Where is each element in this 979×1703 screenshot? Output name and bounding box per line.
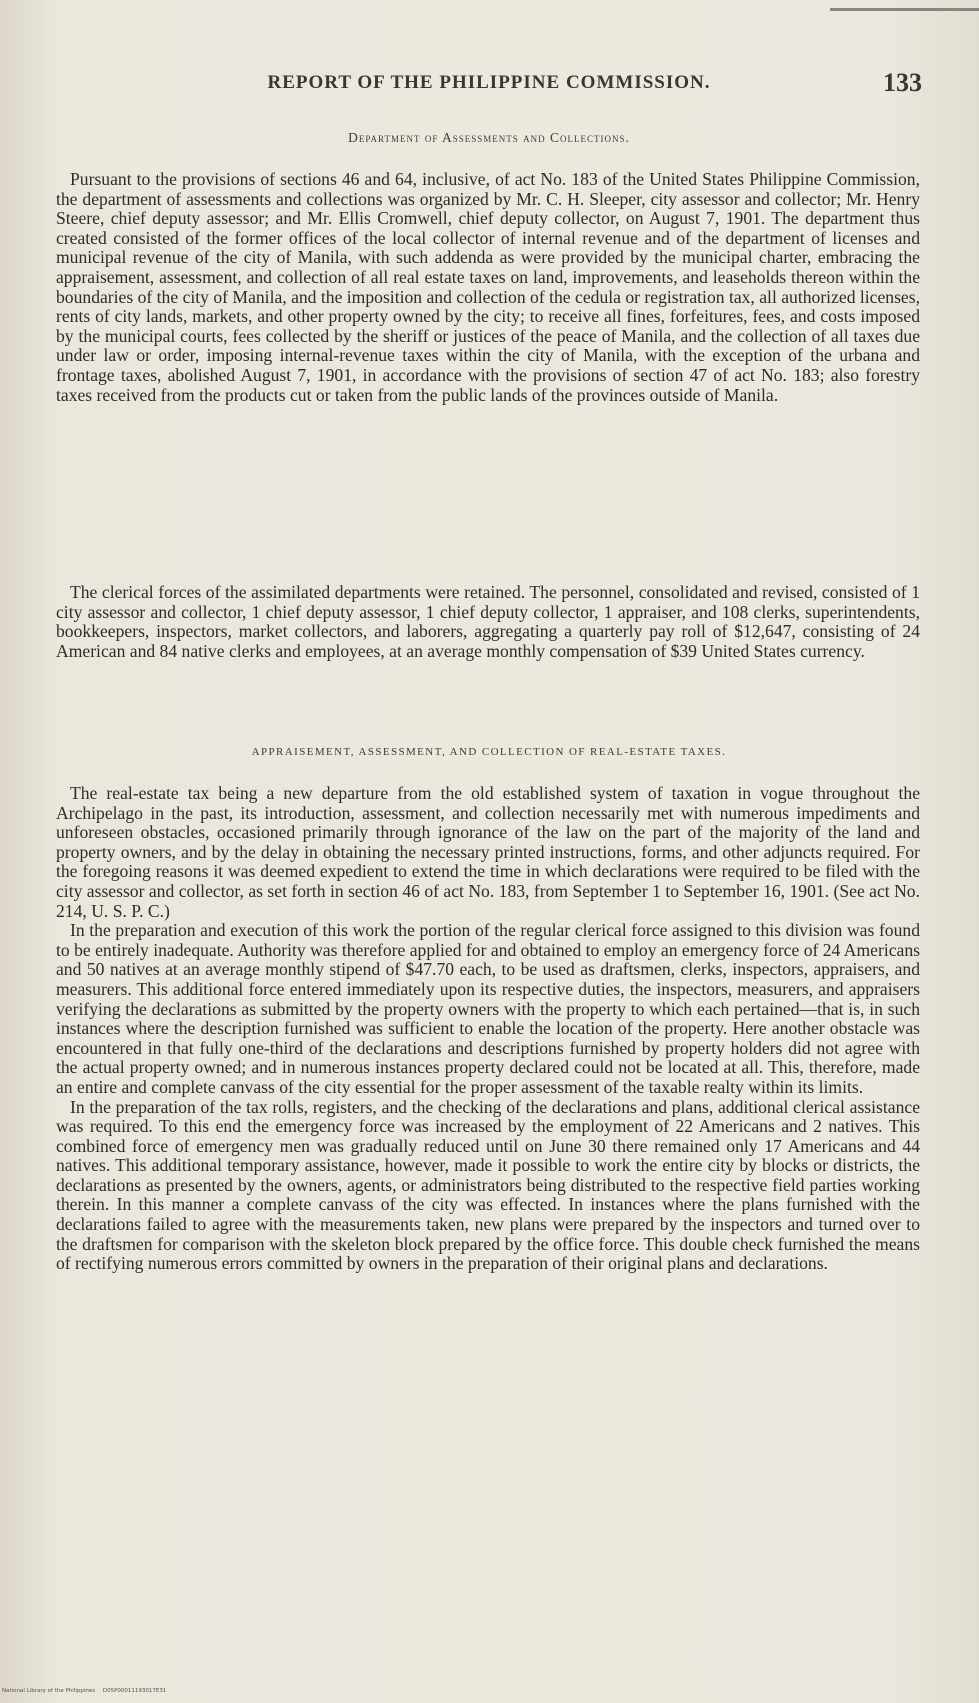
paragraph: In the preparation of the tax rolls, registers, and the checking of the declarations and plans, additional clerical assistance was required. To this end the emergency force was increased by the employment of 22 Americans and 2 natives. This combined force of emergency men was gradually reduced until on June 30 there remained only 17 Americans and 44 natives. This additional temporary assistance, however, made it possible to work the entire city by blocks or districts, the declarations as presented by the owners, agents, or administrators being distributed to the respective field parties working therein. In this manner a complete canvass of the city was effected. In instances where the plans furnished with the declarations failed to agree with the measurements taken, new plans were prepared by the inspectors and turned over to the draftsmen for comparison with the skeleton block prepared by the office force. This double check furnished the means of rectifying numerous errors committed by owners in the preparation of their original plans and declarations. — [56, 1096, 920, 1274]
body-paragraph-block — [56, 170, 920, 405]
page-number: 133 — [883, 68, 922, 97]
body-paragraph-block — [56, 784, 920, 1274]
top-edge-rule — [830, 8, 979, 11]
section-title: Department of Assessments and Collections. — [348, 130, 630, 145]
paragraph: The real-estate tax being a new departure from the old established system of taxation in vogue throughout the Archipelago in the past, its introduction, assessment, and collection necessarily met with numerous impediments and unforeseen obstacles, occasioned primarily through ignorance of the law on the part of the majority of the land and property owners, and by the delay in obtaining the necessary printed instructions, forms, and other adjuncts required. For the foregoing reasons it was deemed expedient to extend the time in which declarations were required to be filed with the city assessor and collector, as set forth in section 46 of act No. 183, from September 1 to September 16, 1901. (See act No. 214, U. S. P. C.) — [56, 783, 920, 921]
paragraph: The clerical forces of the assimilated departments were retained. The personnel, consolidated and revised, consisted of 1 city assessor and collector, 1 chief deputy assessor, 1 chief deputy collector, 1 appraiser, and 108 clerks, superintendents, bookkeepers, inspectors, market collectors, and laborers, aggregating a quarterly pay roll of $12,647, consisting of 24 American and 84 native clerks and employees, at an average monthly compensation of $39 United States currency. — [56, 582, 920, 661]
body-paragraph-block — [56, 583, 920, 661]
subsection-title: APPRAISEMENT, ASSESSMENT, AND COLLECTION OF REAL-ESTATE TAXES. — [251, 746, 727, 758]
footer-code: D05P00011193017E31 — [102, 1688, 167, 1694]
running-head: REPORT OF THE PHILIPPINE COMMISSION. — [267, 72, 711, 93]
scan-footer — [2, 1688, 172, 1694]
paragraph: In the preparation and execution of this work the portion of the regular clerical force assigned to this division was found to be entirely inadequate. Authority was therefore applied for and obtained to employ an emergency force of 24 Americans and 50 natives at an average monthly stipend of $47.70 each, to be used as draftsmen, clerks, inspectors, appraisers, and measurers. This additional force entered immediately upon its respective duties, the inspectors, measurers, and appraisers verifying the declarations as submitted by the property owners with the property to which each pertained—that is, in such instances where the description furnished was sufficient to enable the location of the property. Here another obstacle was encountered in that fully one-third of the declarations and descriptions furnished by property holders did not agree with the actual property owned; and in numerous instances property declared could not be located at all. This, therefore, made an entire and complete canvass of the city essential for the proper assessment of the taxable realty within its limits. — [56, 920, 920, 1097]
page-header — [56, 68, 922, 108]
paragraph: Pursuant to the provisions of sections 46 and 64, inclusive, of act No. 183 of the United States Philippine Commission, the department of assessments and collections was organized by Mr. C. H. Sleeper, city assessor and collector; Mr. Henry Steere, chief deputy assessor; and Mr. Ellis Cromwell, chief deputy collector, on August 7, 1901. The department thus created consisted of the former offices of the local collector of internal revenue and of the department of licenses and municipal revenue of the city of Manila, with such addenda as were provided by the municipal charter, embracing the appraisement, assessment, and collection of all real estate taxes on land, improvements, and leaseholds thereon within the boundaries of the city of Manila, and the imposition and collection of the cedula or registration tax, all authorized licenses, rents of city lands, markets, and other property owned by the city; to receive all fines, forfeitures, fees, and costs imposed by the municipal courts, fees collected by the sheriff or justices of the peace of Manila, and the collection of all taxes due under law or order, imposing internal-revenue taxes within the city of Manila, with the exception of the urbana and frontage taxes, abolished August 7, 1901, in accordance with the provisions of section 47 of act No. 183; also forestry taxes received from the products cut or taken from the public lands of the provinces outside of Manila. — [56, 169, 920, 405]
footer-library: National Library of the Philippines — [2, 1688, 96, 1694]
